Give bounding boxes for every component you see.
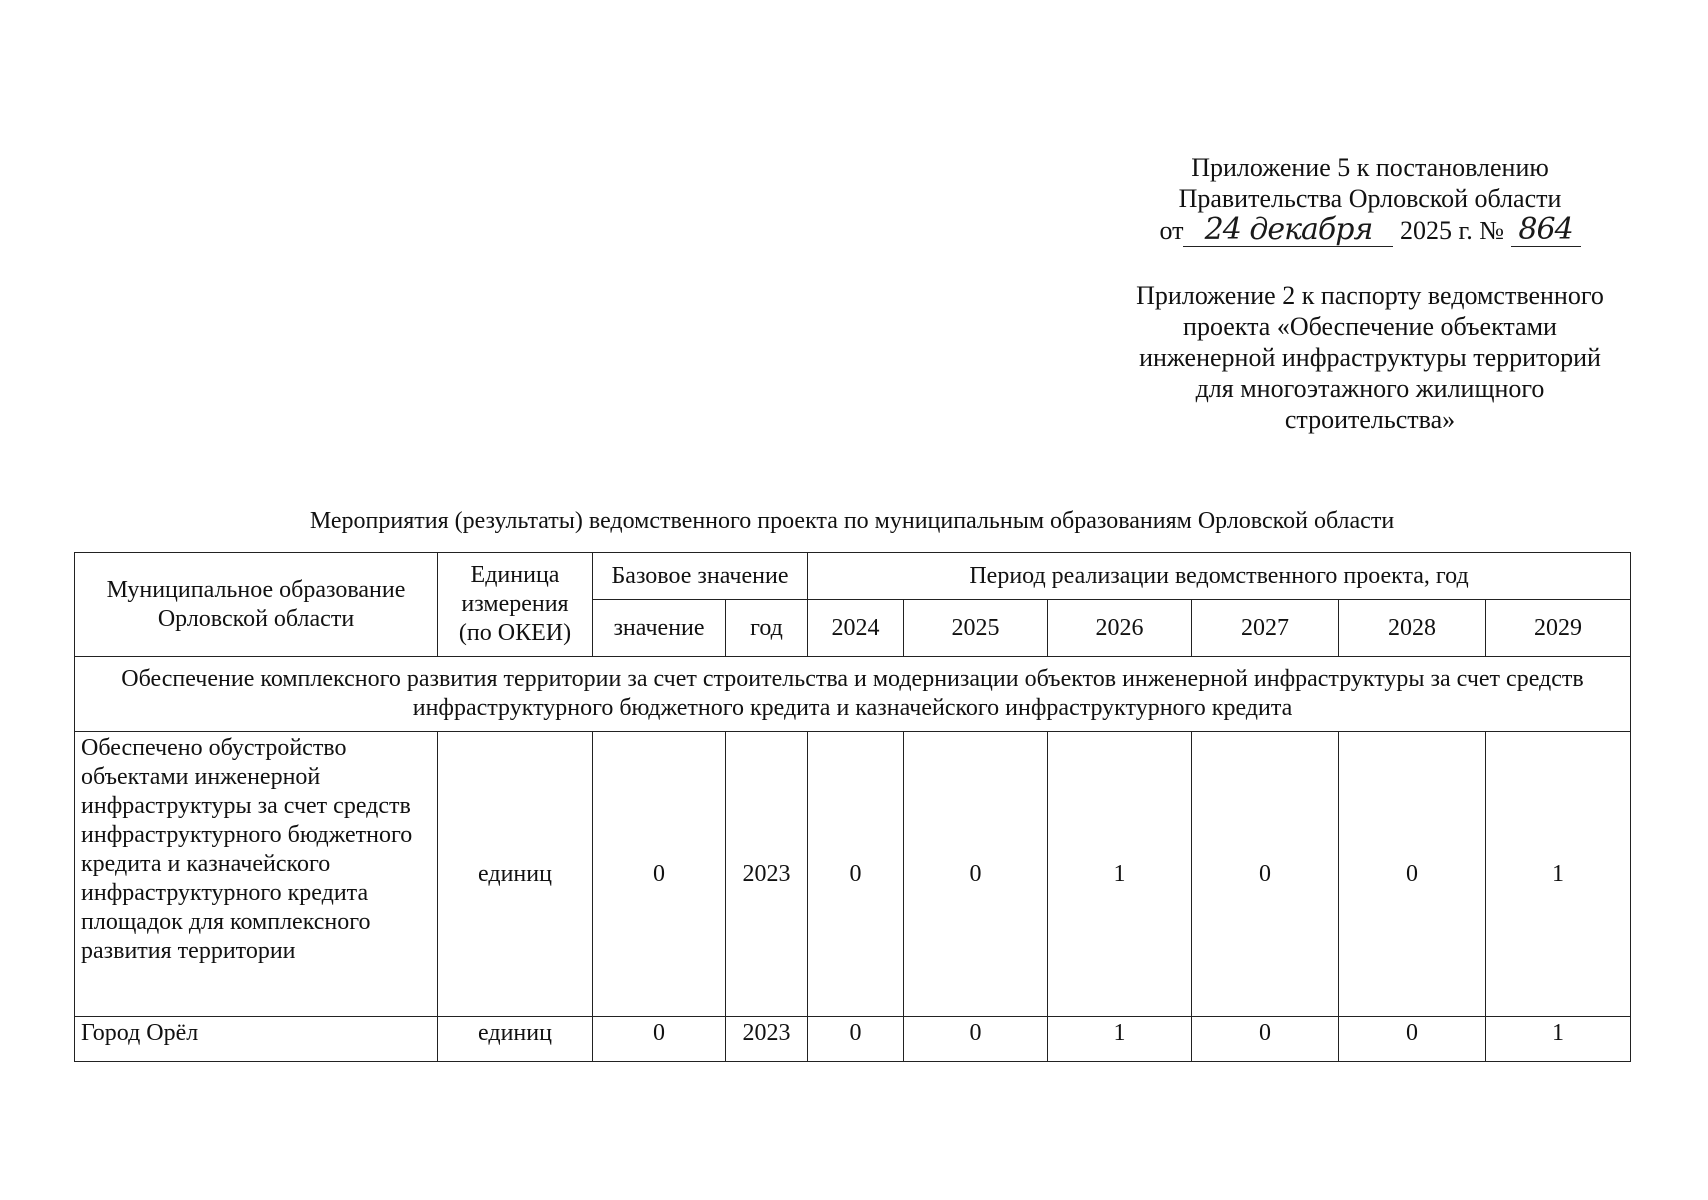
row-value: 0 (904, 1017, 1048, 1062)
row-base-value: 0 (593, 732, 726, 1017)
row-value: 0 (808, 732, 904, 1017)
row-base-year: 2023 (726, 732, 808, 1017)
appendix-2-line4: для многоэтажного жилищного (1195, 374, 1545, 403)
results-table (74, 552, 1631, 1062)
row-value: 0 (904, 732, 1048, 1017)
row-value: 0 (1339, 732, 1486, 1017)
header-year: 2028 (1339, 600, 1486, 657)
header-year: 2029 (1486, 600, 1631, 657)
appendix-2-line1: Приложение 2 к паспорту ведомственного (1136, 281, 1604, 310)
handwritten-number (1511, 214, 1581, 247)
appendix-5-date-line (1100, 214, 1640, 247)
row-base-value: 0 (593, 1017, 726, 1062)
appendix-2-line3: инженерной инфраструктуры территорий (1139, 343, 1601, 372)
table-row (75, 732, 1631, 1017)
section-row (75, 657, 1631, 732)
handwritten-date-text: 24 декабря (1204, 212, 1373, 247)
row-value: 1 (1486, 1017, 1631, 1062)
header-year: 2026 (1048, 600, 1192, 657)
row-value: 1 (1486, 732, 1631, 1017)
row-base-year: 2023 (726, 1017, 808, 1062)
header-base-year: год (726, 600, 808, 657)
header-municipality: Муниципальное образование Орловской области (75, 553, 438, 657)
row-name: Город Орёл (75, 1017, 438, 1062)
row-unit: единиц (438, 1017, 593, 1062)
header-unit: Единица измерения (по ОКЕИ) (438, 553, 593, 657)
appendix-2-line5: строительства» (1284, 405, 1456, 434)
header-row-1 (75, 553, 1631, 600)
appendix-2-line2: проекта «Обеспечение объектами (1183, 312, 1557, 341)
row-value: 1 (1048, 1017, 1192, 1062)
header-year: 2027 (1192, 600, 1339, 657)
row-value: 1 (1048, 732, 1192, 1017)
from-prefix: от (1159, 216, 1184, 245)
row-unit: единиц (438, 732, 593, 1017)
appendix-2-heading (1090, 280, 1650, 435)
header-year: 2024 (808, 600, 904, 657)
year-number-label: 2025 г. № (1399, 216, 1505, 245)
appendix-5-line1: Приложение 5 к постановлению (1191, 153, 1549, 182)
header-year: 2025 (904, 600, 1048, 657)
row-value: 0 (1192, 732, 1339, 1017)
section-title: Обеспечение комплексного развития территории за счет строительства и модернизации объектов инженерной инфраструктуры за счет средств инфраструктурного бюджетного кредита и казначейского инфраструктурного кредита (75, 657, 1631, 732)
table-title: Мероприятия (результаты) ведомственного проекта по муниципальным образованиям Орловской области (309, 508, 1395, 534)
header-base-value: значение (593, 600, 726, 657)
row-name: Обеспечено обустройство объектами инженерной инфраструктуры за счет средств инфраструктурного бюджетного кредита и казначейского инфраструктурного кредита площадок для комплексного развития территории (75, 732, 438, 1017)
table-row (75, 1017, 1631, 1062)
handwritten-date (1183, 214, 1393, 247)
row-value: 0 (1339, 1017, 1486, 1062)
row-value: 0 (808, 1017, 904, 1062)
appendix-5-heading (1100, 152, 1640, 247)
appendix-5-line2: Правительства Орловской области (1178, 184, 1562, 213)
row-value: 0 (1192, 1017, 1339, 1062)
header-period: Период реализации ведомственного проекта, год (808, 553, 1631, 600)
header-base: Базовое значение (593, 553, 808, 600)
handwritten-number-text: 864 (1518, 212, 1573, 247)
